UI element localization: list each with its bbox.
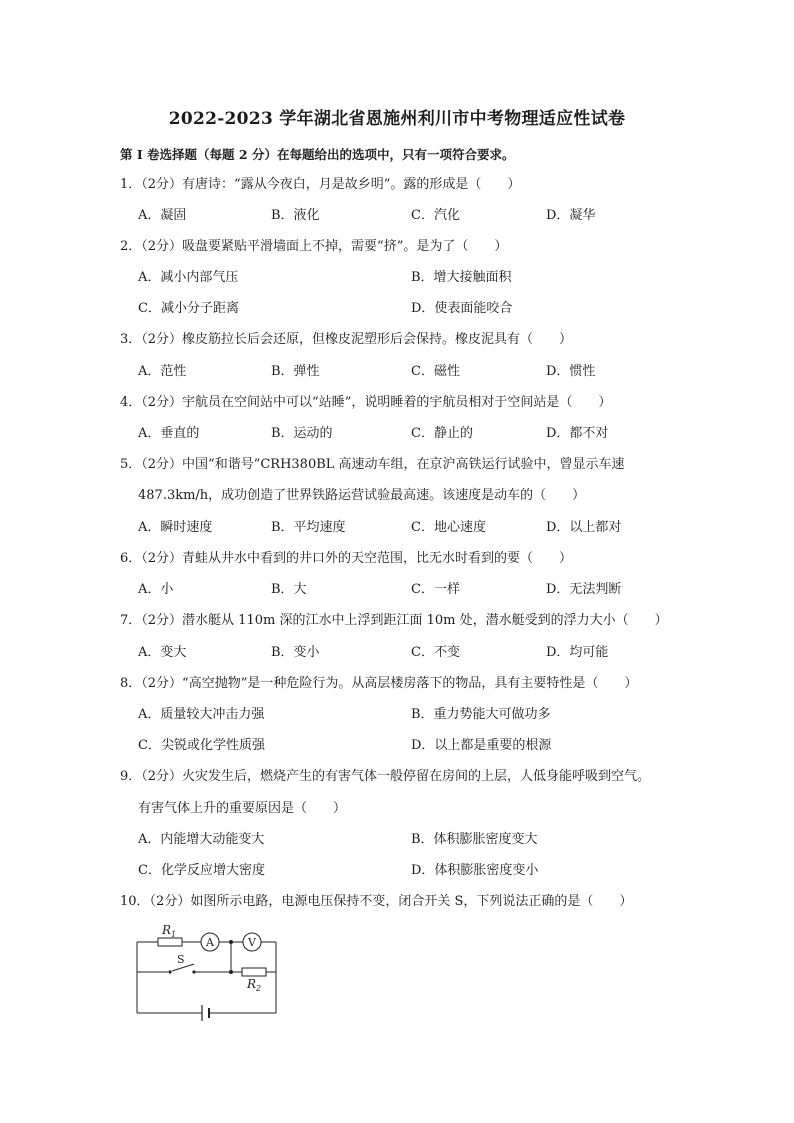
option-b: B．平均速度	[271, 520, 346, 535]
question-9-stem-line1: 9．（2分）火灾发生后，燃烧产生的有害气体一般停留在房间的上层，人低身能呼吸到空气。	[120, 769, 651, 784]
question-5-stem-line2: 487.3km/h，成功创造了世界铁路运营试验最高速。该速度是动车的（ ）	[138, 488, 586, 503]
option-d: D．无法判断	[546, 582, 622, 597]
option-c: C．静止的	[411, 426, 473, 441]
option-b: B．大	[271, 582, 307, 597]
option-b: B．重力势能大可做功多	[411, 707, 551, 722]
question-1-stem: 1．（2分）有唐诗：“露从今夜白，月是故乡明”。露的形成是（ ）	[120, 177, 521, 192]
junction-dot	[229, 940, 233, 944]
option-b: B．体积膨胀密度变大	[411, 832, 538, 847]
option-d: D．体积膨胀密度变小	[411, 863, 539, 878]
switch-label: S	[177, 953, 185, 966]
option-a: A．凝固	[138, 208, 187, 223]
r1-label: $R_1$	[162, 923, 177, 939]
option-b: B．增大接触面积	[411, 270, 512, 285]
option-a: A．减小内部气压	[138, 270, 239, 285]
question-8-stem: 8．（2分）“高空抛物”是一种危险行为。从高层楼房落下的物品，具有主要特性是（ ）	[120, 676, 638, 691]
question-7-stem: 7．（2分）潜水艇从 110m 深的江水中上浮到距江面 10m 处，潜水艇受到的浮力大小（ ）	[120, 613, 668, 628]
option-c: C．磁性	[411, 364, 460, 379]
option-c: C．汽化	[411, 208, 460, 223]
option-a: A．质量较大冲击力强	[138, 707, 265, 722]
question-3-stem: 3．（2分）橡皮筋拉长后会还原，但橡皮泥塑形后会保持。橡皮泥具有（ ）	[120, 332, 573, 347]
ammeter-label: A	[206, 936, 214, 949]
junction-dot	[229, 970, 233, 974]
option-c: C．一样	[411, 582, 460, 597]
resistor-r1	[158, 938, 182, 946]
question-2-stem: 2．（2分）吸盘要紧贴平滑墙面上不掉，需要“挤”。是为了（ ）	[120, 239, 508, 254]
option-b: B．弹性	[271, 364, 320, 379]
switch-contact	[168, 970, 171, 973]
resistor-r2	[242, 968, 266, 976]
question-6-stem: 6．（2分）青蛙从井水中看到的井口外的天空范围，比无水时看到的要（ ）	[120, 551, 573, 566]
option-d: D．惯性	[546, 364, 596, 379]
question-10-stem: 10．（2分）如图所示电路，电源电压保持不变，闭合开关 S，下列说法正确的是（ ）	[120, 894, 633, 909]
option-d: D．均可能	[546, 645, 609, 660]
question-9-stem-line2: 有害气体上升的重要原因是（ ）	[138, 801, 347, 816]
option-d: D．凝华	[546, 208, 596, 223]
option-c: C．减小分子距离	[138, 301, 239, 316]
option-b: B．运动的	[271, 426, 333, 441]
option-c: C．地心速度	[411, 520, 486, 535]
option-a: A．内能增大动能变大	[138, 832, 265, 847]
question-5-stem-line1: 5．（2分）中国“和谐号”CRH380BL 高速动车组，在京沪高铁运行试验中，曾显示车速	[120, 457, 625, 472]
option-d: D．以上都对	[546, 520, 622, 535]
section-instructions: 第 I 卷选择题（每题 2 分）在每题给出的选项中，只有一项符合要求。	[120, 147, 515, 162]
option-a: A．垂直的	[138, 426, 200, 441]
r2-label: $R_2$	[247, 977, 262, 993]
option-a: A．变大	[138, 645, 187, 660]
option-b: B．液化	[271, 208, 320, 223]
option-c: C．尖锐或化学性质强	[138, 738, 265, 753]
switch-contact	[192, 970, 195, 973]
option-c: C．不变	[411, 645, 460, 660]
option-d: D．都不对	[546, 426, 609, 441]
option-a: A．瞬时速度	[138, 520, 213, 535]
option-a: A．范性	[138, 364, 187, 379]
option-d: D．使表面能咬合	[411, 301, 513, 316]
option-a: A．小	[138, 582, 174, 597]
question-4-stem: 4．（2分）宇航员在空间站中可以“站睡”，说明睡着的宇航员相对于空间站是（ ）	[120, 395, 612, 410]
voltmeter-label: V	[248, 936, 256, 949]
option-c: C．化学反应增大密度	[138, 863, 265, 878]
page-title: 2022-2023 学年湖北省恩施州利川市中考物理适应性试卷	[168, 109, 626, 129]
option-b: B．变小	[271, 645, 320, 660]
option-d: D．以上都是重要的根源	[411, 738, 552, 753]
circuit-diagram	[132, 921, 282, 1021]
